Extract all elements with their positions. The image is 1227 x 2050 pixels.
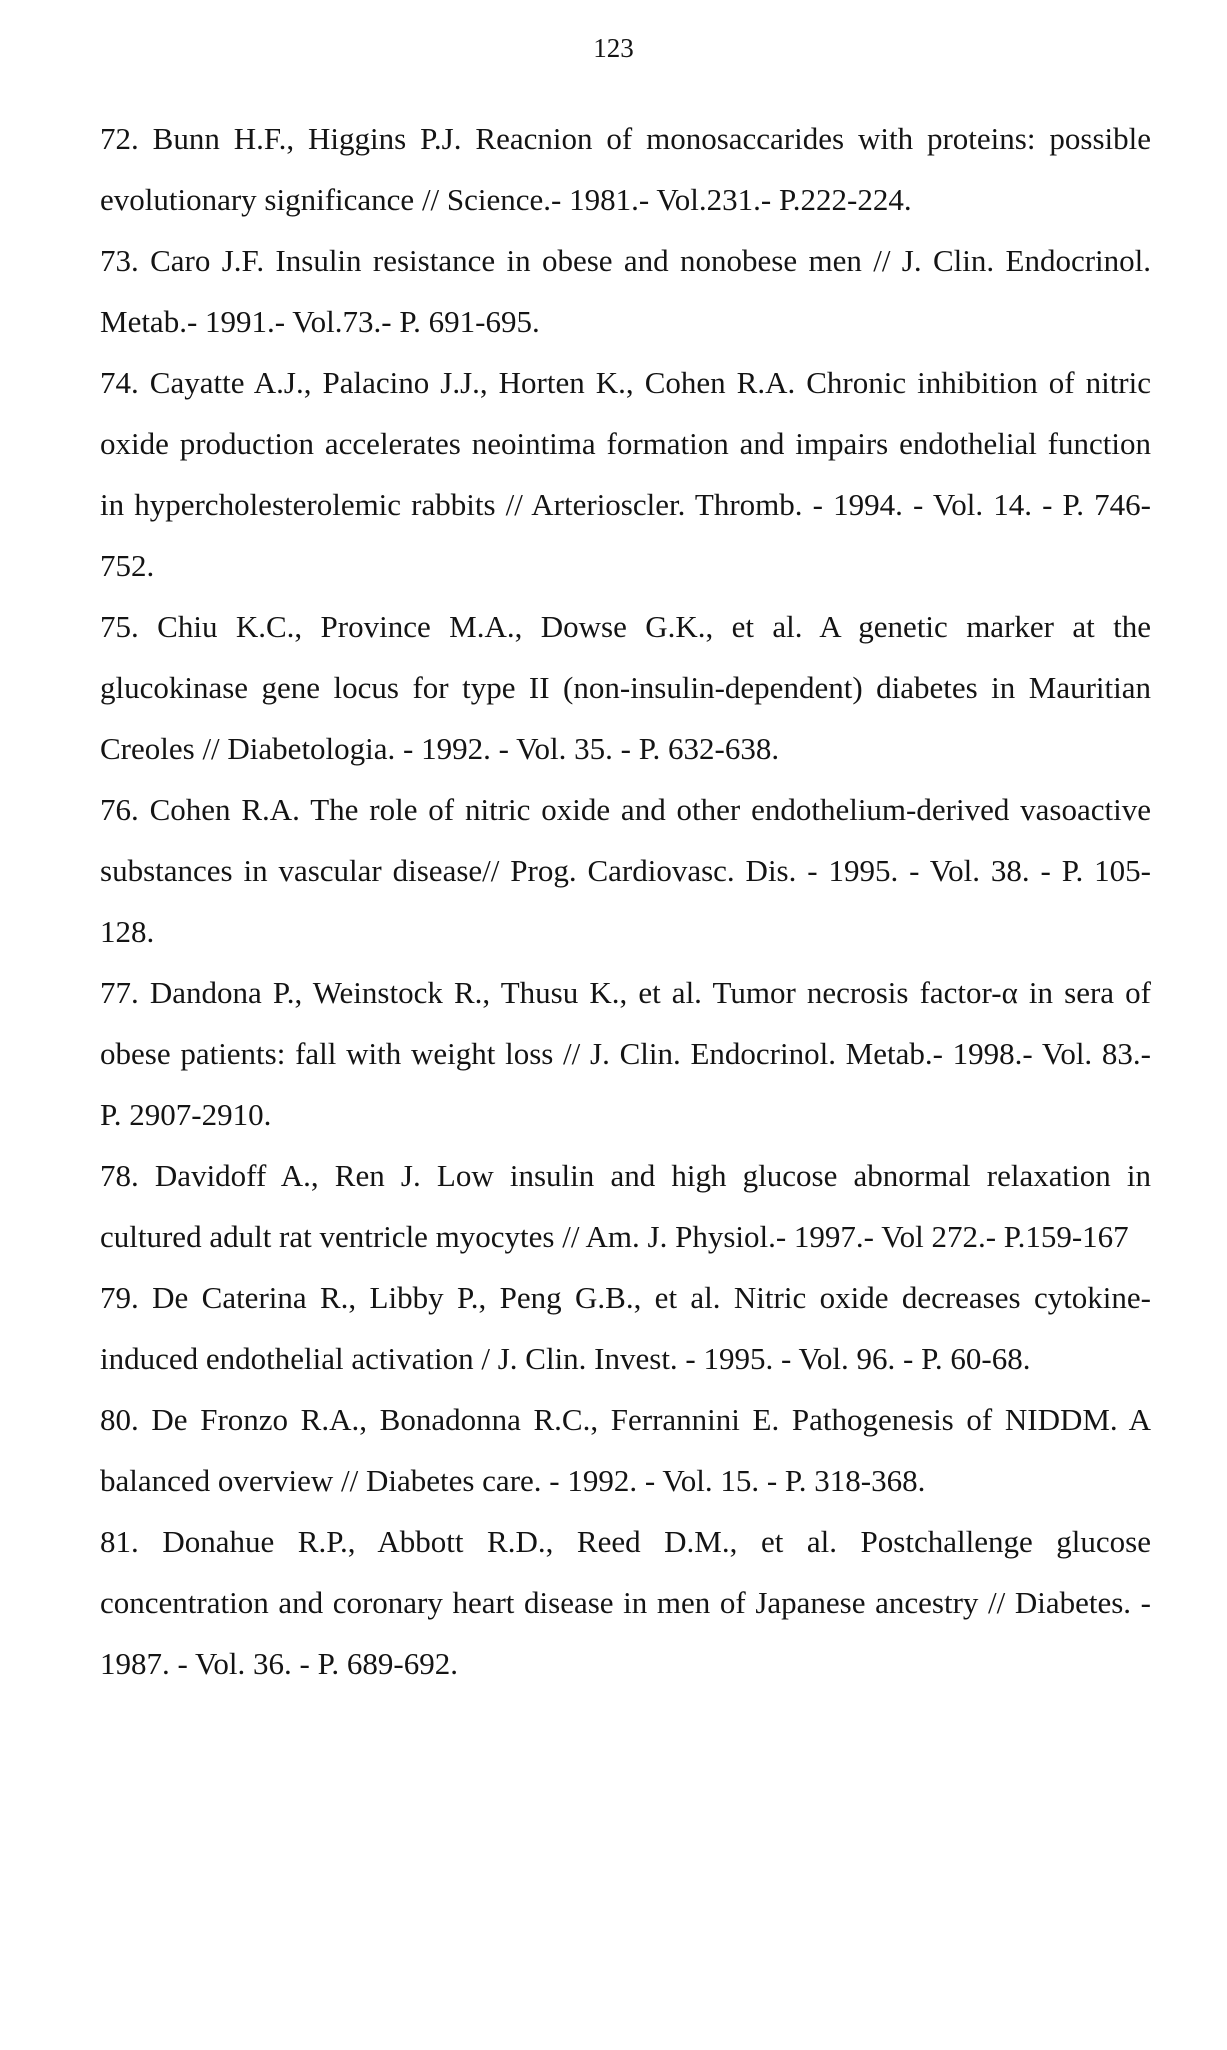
reference-number: 78. xyxy=(100,1158,139,1193)
reference-text: Bunn H.F., Higgins P.J. Reacnion of monosaccarides with proteins: possible evolutionary significance // Science.- 1981.- Vol.231.- P.222-224. xyxy=(100,121,1151,217)
reference-item xyxy=(100,962,1151,1145)
reference-item xyxy=(100,779,1151,962)
reference-item xyxy=(100,230,1151,352)
reference-list xyxy=(100,108,1151,1694)
reference-text: Cohen R.A. The role of nitric oxide and other endothelium-derived vasoactive substances in vascular disease// Prog. Cardiovasc. Dis. - 1995. - Vol. 38. - P. 105-128. xyxy=(100,792,1151,949)
reference-item xyxy=(100,1267,1151,1389)
reference-text: Cayatte A.J., Palacino J.J., Horten K., Cohen R.A. Chronic inhibition of nitric oxide production accelerates neointima formation and impairs endothelial function in hypercholesterolemic rabbits // Arterioscler. Thromb. - 1994. - Vol. 14. - P. 746-752. xyxy=(100,365,1151,583)
reference-number: 72. xyxy=(100,121,139,156)
reference-item xyxy=(100,108,1151,230)
reference-item xyxy=(100,596,1151,779)
reference-number: 76. xyxy=(100,792,139,827)
reference-text: De Fronzo R.A., Bonadonna R.C., Ferrannini E. Pathogenesis of NIDDM. A balanced overview // Diabetes care. - 1992. - Vol. 15. - P. 318-368. xyxy=(100,1402,1151,1498)
reference-number: 79. xyxy=(100,1280,139,1315)
reference-item xyxy=(100,1511,1151,1694)
reference-item xyxy=(100,1145,1151,1267)
reference-number: 73. xyxy=(100,243,139,278)
reference-text: De Caterina R., Libby P., Peng G.B., et al. Nitric oxide decreases cytokine-induced endothelial activation / J. Clin. Invest. - 1995. - Vol. 96. - P. 60-68. xyxy=(100,1280,1152,1376)
reference-item xyxy=(100,1389,1151,1511)
reference-text: Davidoff A., Ren J. Low insulin and high glucose abnormal relaxation in cultured adult rat ventricle myocytes // Am. J. Physiol.- 1997.- Vol 272.- P.159-167 xyxy=(100,1158,1151,1254)
page-number: 123 xyxy=(593,33,634,63)
reference-text: Caro J.F. Insulin resistance in obese and nonobese men // J. Clin. Endocrinol. Metab.- 1991.- Vol.73.- P. 691-695. xyxy=(100,243,1151,339)
reference-text: Dandona P., Weinstock R., Thusu K., et al. Tumor necrosis factor-α in sera of obese patients: fall with weight loss // J. Clin. Endocrinol. Metab.- 1998.- Vol. 83.- P. 2907-2910. xyxy=(100,975,1152,1132)
reference-number: 74. xyxy=(100,365,139,400)
reference-number: 75. xyxy=(100,609,139,644)
reference-text: Chiu K.C., Province M.A., Dowse G.K., et al. A genetic marker at the glucokinase gene locus for type II (non-insulin-dependent) diabetes in Mauritian Creoles // Diabetologia. - 1992. - Vol. 35. - P. 632-638. xyxy=(100,609,1152,766)
reference-number: 77. xyxy=(100,975,139,1010)
reference-number: 81. xyxy=(100,1524,139,1559)
reference-number: 80. xyxy=(100,1402,139,1437)
reference-item xyxy=(100,352,1151,596)
reference-text: Donahue R.P., Abbott R.D., Reed D.M., et al. Postchallenge glucose concentration and coronary heart disease in men of Japanese ancestry // Diabetes. - 1987. - Vol. 36. - P. 689-692. xyxy=(100,1524,1151,1681)
